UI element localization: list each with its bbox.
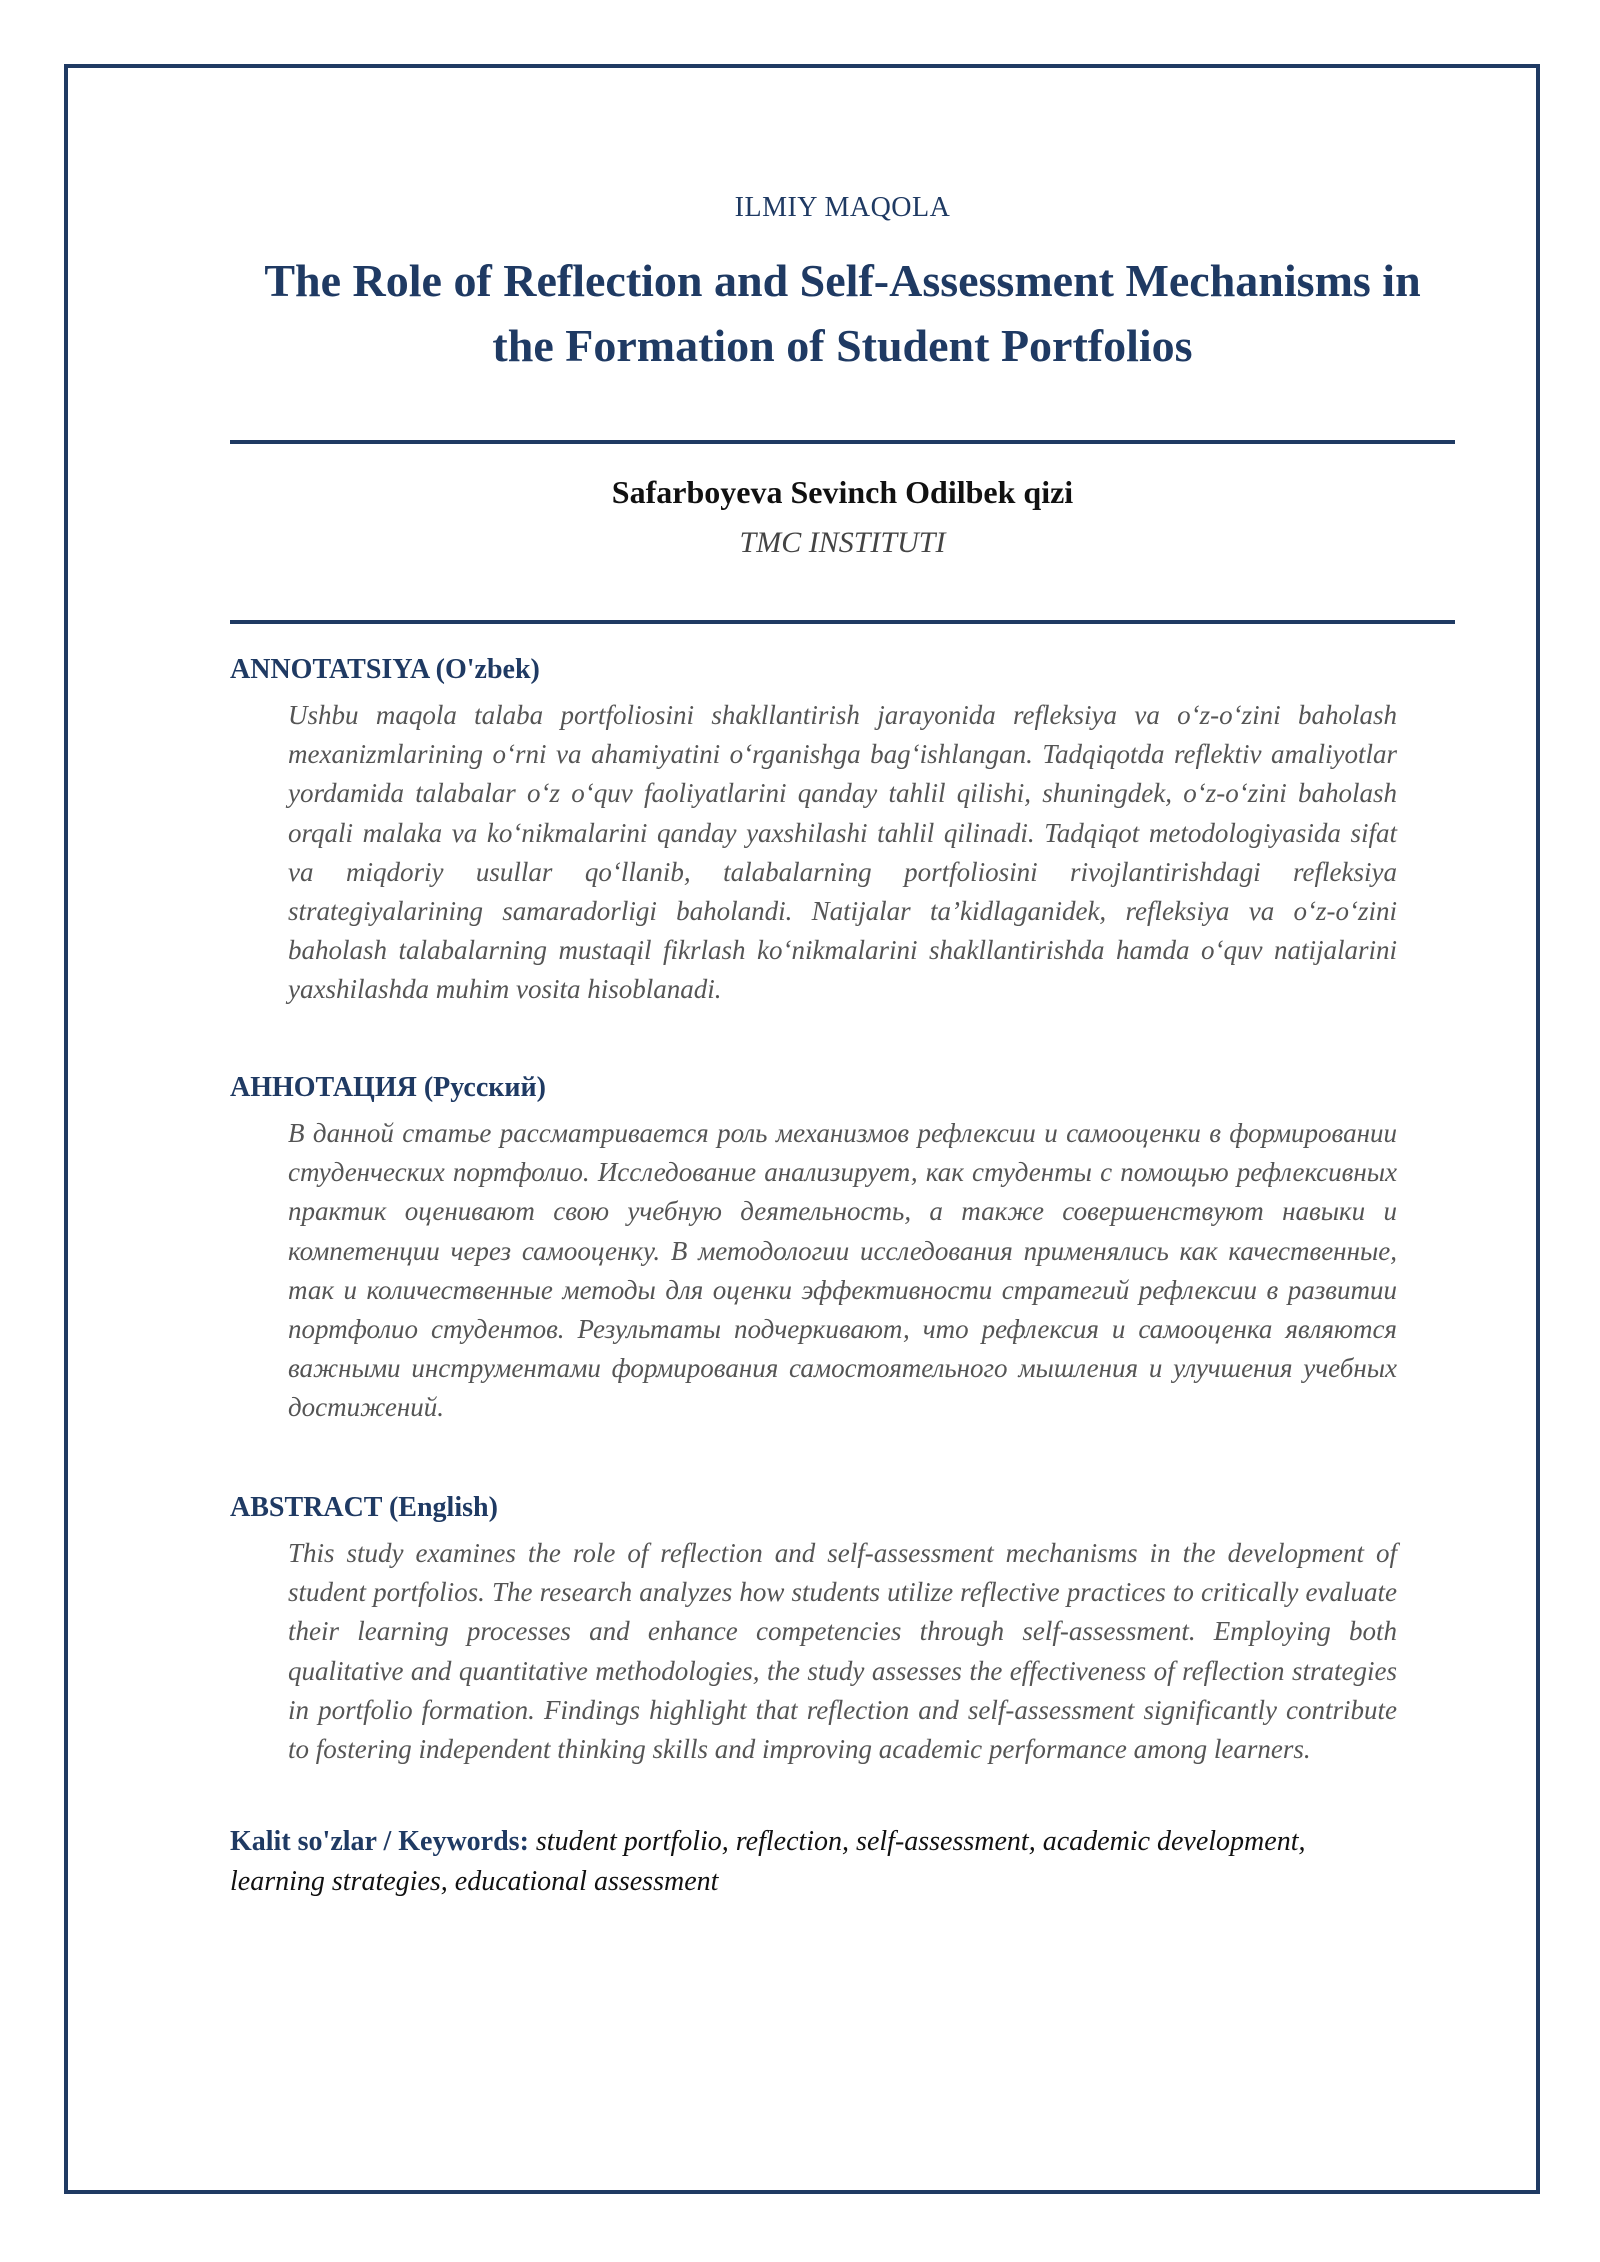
section-body-uzbek: Ushbu maqola talaba portfoliosini shakllantirish jarayonida refleksiya va o‘z-o‘zini baholash mexanizmlarining o‘rni va ahamiyatini o‘rganishga bag‘ishlangan. Tadqiqotda reflektiv amaliyotlar yordamida talabalar o‘z o‘quv faoliyatlarini qanday tahlil qilishi, shuningdek, o‘z-o‘zini baholash orqali malaka va ko‘nikmalarini qanday yaxshilashi tahlil qilinadi. Tadqiqot metodologiyasida sifat va miqdoriy usullar qo‘llanib, talabalarning portfoliosini rivojlantirishdagi refleksiya strategiyalarining samaradorligi baholandi. Natijalar ta’kidlaganidek, refleksiya va o‘z-o‘zini baholash talabalarning mustaqil fikrlash ko‘nikmalarini shakllantirishda hamda o‘quv natijalarini yaxshilashda muhim vosita hisoblanadi. [288, 700, 1397, 1005]
keywords [230, 1822, 1400, 1902]
keywords-text: student portfolio, reflection, self-assessment, academic development, learning strategies, educational assessment [230, 1826, 1306, 1897]
section-body-russian: В данной статье рассматривается роль механизмов рефлексии и самооценки в формировании студенческих портфолио. Исследование анализирует, как студенты с помощью рефлексивных практик оценивают свою учебную деятельность, а также совершенствуют навыки и компетенции через самооценку. В методологии исследования применялись как качественные, так и количественные методы для оценки эффективности стратегий рефлексии в развитии портфолио студентов. Результаты подчеркивают, что рефлексия и самооценка являются важными инструментами формирования самостоятельного мышления и улучшения учебных достижений. [288, 1118, 1397, 1423]
divider-bottom [230, 620, 1455, 624]
section-heading-russian: АННОТАЦИЯ (Русский) [230, 1072, 546, 1103]
article-type-label: ILMIY MAQOLA [734, 192, 951, 223]
keywords-label: Kalit so'zlar / Keywords: [230, 1826, 529, 1857]
section-body-english: This study examines the role of reflection and self-assessment mechanisms in the development of student portfolios. The research analyzes how students utilize reflective practices to critically evaluate their learning processes and enhance competencies through self-assessment. Employing both qualitative and quantitative methodologies, the study assesses the effectiveness of reflection strategies in portfolio formation. Findings highlight that reflection and self-assessment significantly contribute to fostering independent thinking skills and improving academic performance among learners. [288, 1538, 1397, 1765]
author-institution: TMC INSTITUTI [739, 526, 946, 559]
author-name: Safarboyeva Sevinch Odilbek qizi [611, 474, 1074, 510]
section-heading-uzbek: ANNOTATSIYA (O'zbek) [230, 654, 540, 685]
divider-top [230, 440, 1455, 444]
article-title: The Role of Reflection and Self-Assessment Mechanisms in the Formation of Student Portfolios [264, 255, 1421, 371]
section-heading-english: ABSTRACT (English) [230, 1492, 498, 1523]
